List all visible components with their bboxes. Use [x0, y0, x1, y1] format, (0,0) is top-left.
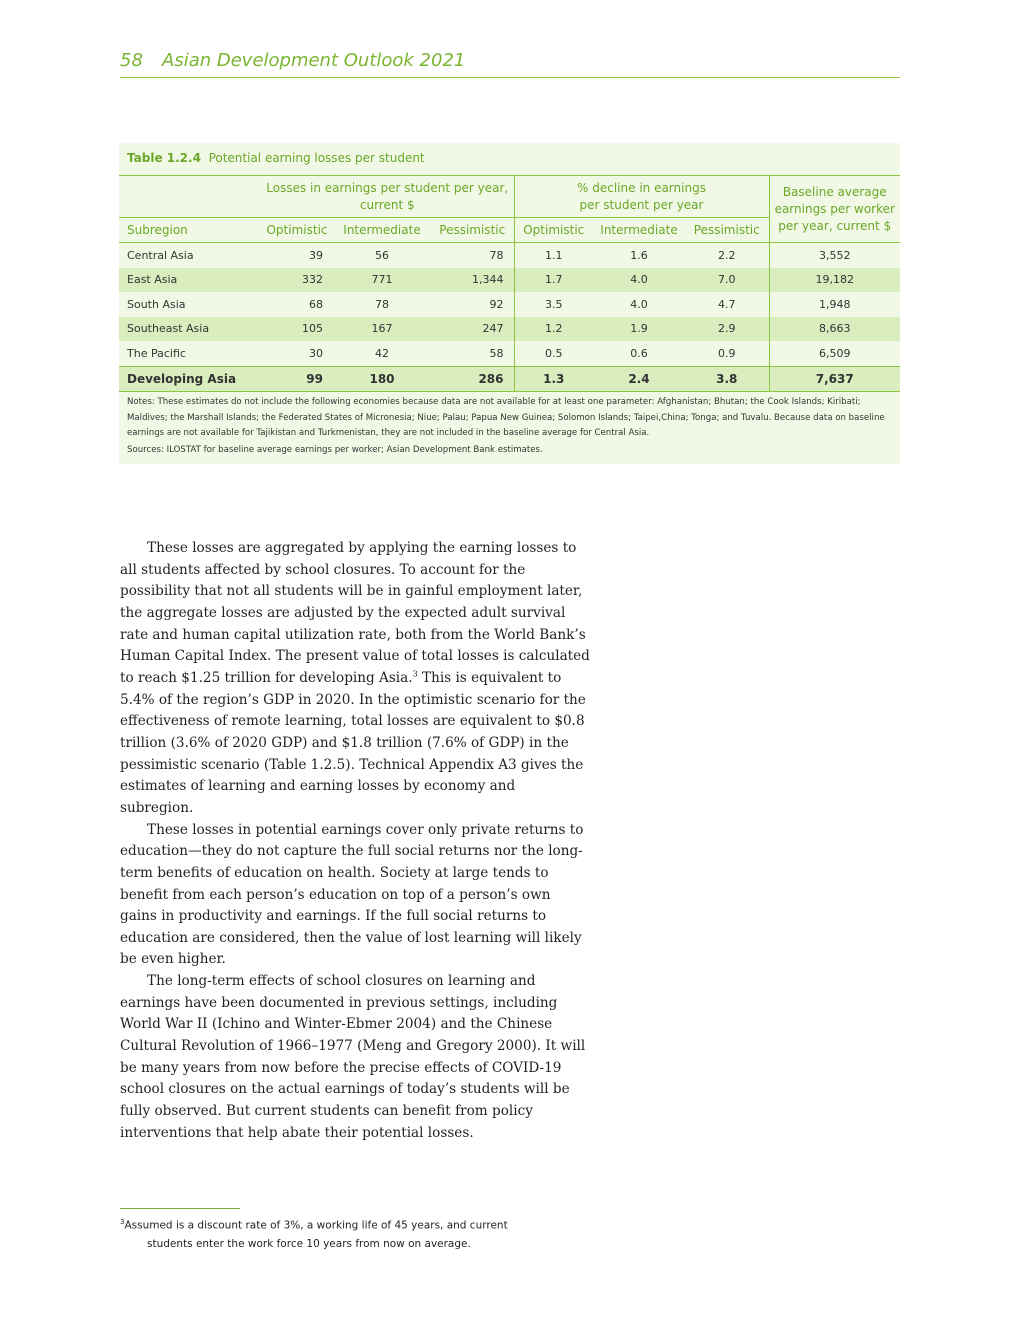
col-header-subregion: Subregion — [119, 218, 261, 243]
footnote: $^3$Assumed is a discount rate of 3%, a working life of 45 years, and current students enter the work force 10 years from now on average. — [120, 1218, 508, 1250]
footnote-ref[interactable]: 3 — [412, 669, 418, 679]
group-header-baseline: Baseline average earnings per worker per year, current $ — [769, 176, 900, 243]
paragraph: These losses are aggregated by applying the earning losses to all students affected by school closures. To account for the possibility that not all students will be in gainful employment later, the aggregate losses are adjusted by the expected adult survival rate and human capital utilization rate, both from the World Bank’s Human Capital Index. The present value of total losses is calculated to reach $1.25 trillion for developing Asia.$^3$ This is equivalent to 5.4% of the region’s GDP in 2020. In the optimistic scenario for the effectiveness of remote learning, total losses are equivalent to $0.8 trillion (3.6% of 2020 GDP) and $1.8 trillion (7.6% of GDP) in the pessimistic scenario (Table 1.2.5). Technical Appendix A3 gives the estimates of learning and earning losses by economy and subregion. — [120, 540, 590, 816]
col-header-optimistic: Optimistic — [514, 218, 593, 243]
table-row: East Asia 332 771 1,344 1.7 4.0 7.0 19,182 — [119, 268, 900, 293]
page-number: 58 — [120, 50, 143, 71]
row-subregion: East Asia — [119, 268, 261, 293]
row-subregion: Central Asia — [127, 248, 194, 262]
col-header-pessimistic: Pessimistic — [685, 218, 769, 243]
paragraph: These losses in potential earnings cover only private returns to education—they do not capture the full social returns nor the long-term benefits of education on health. Society at large tends to benefit from each person’s education on top of a person’s own gains in productivity and earnings. If the full social returns to education are considered, then the value of lost learning will likely be even higher. — [120, 821, 584, 968]
table-box — [119, 143, 900, 464]
col-header-pessimistic: Pessimistic — [431, 218, 514, 243]
table-row: The Pacific 30 42 58 0.5 0.6 0.9 6,509 — [119, 341, 900, 366]
row-subregion: The Pacific — [127, 346, 186, 360]
table-row: South Asia 68 78 92 3.5 4.0 4.7 1,948 — [119, 292, 900, 317]
paragraph: The long-term effects of school closures on learning and earnings have been documented in previous settings, including World War II (Ichino and Winter-Ebmer 2004) and the Chinese Cultural Revolution of 1966–1977 (Meng and Gregory 2000). It will be many years from now before the precise effects of COVID-19 school closures on the actual earnings of today’s students will be fully observed. But current students can benefit from policy interventions that help abate their potential losses. — [120, 973, 586, 1141]
running-head — [120, 50, 900, 78]
row-subregion-total: Developing Asia — [119, 366, 261, 391]
row-subregion: South Asia — [127, 297, 186, 311]
group-header-decline: % decline in earnings per student per year — [514, 176, 769, 218]
group-header-losses: Losses in earnings per student per year, current $ — [261, 176, 514, 218]
footnote-divider — [120, 1208, 240, 1209]
earning-losses-table — [119, 175, 900, 392]
table-caption — [127, 151, 425, 165]
row-subregion: Southeast Asia — [119, 317, 261, 342]
table-total-row: Developing Asia 99 180 286 1.3 2.4 3.8 7,637 — [119, 366, 900, 391]
col-header-intermediate: Intermediate — [333, 218, 431, 243]
body-text — [120, 538, 590, 1144]
table-notes: Notes: These estimates do not include the following economies because data are not available for at least one parameter: Afghanistan; Bhutan; the Cook Islands; Kiribati; Maldives; the Marshall Islands; the Federated States of Micronesia; Niue; Palau; Papua New Guinea; Solomon Islands; Taipei,China; Tonga; and Tuvalu. Because data on baseline earnings are not available for Tajikistan and Turkmenistan, they are not included in the baseline average for Central Asia. — [127, 397, 885, 438]
table-label: Table 1.2.4 — [127, 151, 201, 165]
footnote-mark: 3 — [120, 1218, 125, 1226]
col-header-intermediate: Intermediate — [593, 218, 685, 243]
table-title: Potential earning losses per student — [208, 151, 425, 165]
table-sources: Sources: ILOSTAT for baseline average earnings per worker; Asian Development Bank estimates. — [127, 445, 543, 455]
col-header-optimistic: Optimistic — [261, 218, 333, 243]
table-row: Southeast Asia 105 167 247 1.2 1.9 2.9 8,663 — [119, 317, 900, 342]
publication-title: Asian Development Outlook 2021 — [162, 50, 466, 71]
header-row-groups — [119, 176, 900, 218]
table-row: Central Asia 39 56 78 1.1 1.6 2.2 3,552 — [119, 243, 900, 268]
